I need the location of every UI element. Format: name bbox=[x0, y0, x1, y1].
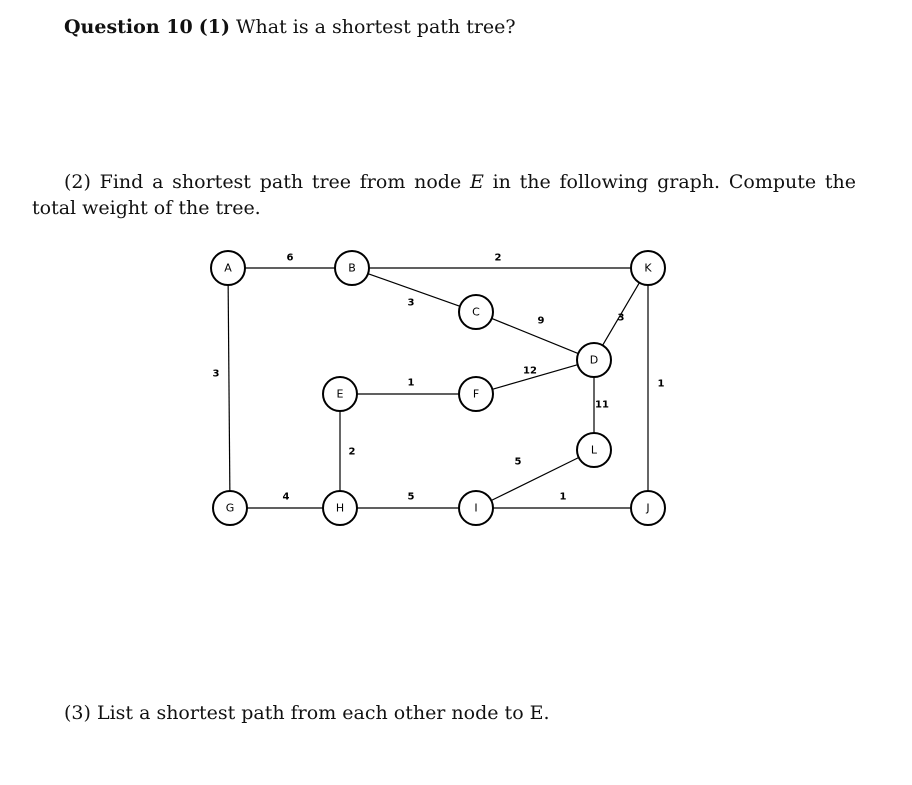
part1-number: (1) bbox=[198, 16, 230, 38]
weight-label-f-d: 12 bbox=[523, 365, 537, 377]
node-label: J bbox=[646, 501, 650, 515]
weight-label-d-k: 3 bbox=[617, 312, 625, 324]
question-number: Question 10 bbox=[64, 16, 193, 38]
node-label: L bbox=[590, 443, 598, 457]
node-a bbox=[211, 251, 245, 285]
node-g bbox=[213, 491, 247, 525]
edge-c-d bbox=[492, 315, 579, 353]
node-label: A bbox=[224, 261, 232, 275]
weight-label-a-g: 3 bbox=[212, 368, 220, 380]
edge-a-g bbox=[228, 285, 230, 491]
part1-text: What is a shortest path tree? bbox=[235, 16, 516, 38]
node-e bbox=[323, 377, 357, 411]
weight-label-c-d: 9 bbox=[537, 315, 545, 327]
weight-label-e-f: 1 bbox=[407, 377, 415, 389]
weight-label-b-k: 2 bbox=[494, 252, 502, 264]
node-label: D bbox=[589, 353, 599, 367]
node-j bbox=[631, 491, 665, 525]
weight-label-d-l: 11 bbox=[595, 399, 609, 411]
node-c bbox=[459, 295, 493, 329]
weight-label-e-h: 2 bbox=[348, 446, 356, 458]
graph-nodes bbox=[211, 251, 665, 525]
node-label: F bbox=[472, 387, 480, 401]
graph-edges bbox=[228, 268, 648, 508]
node-d bbox=[577, 343, 611, 377]
node-l bbox=[577, 433, 611, 467]
node-i bbox=[459, 491, 493, 525]
part2-text-after: in the following graph. Compute the total weight of the tree. bbox=[32, 171, 856, 219]
weight-label-b-c: 3 bbox=[407, 297, 415, 309]
node-f bbox=[459, 377, 493, 411]
weight-label-k-j: 1 bbox=[657, 378, 665, 390]
weight-label-g-h: 4 bbox=[282, 491, 290, 503]
part2-node: E bbox=[469, 171, 484, 193]
part3-text: (3) List a shortest path from each other node to E. bbox=[64, 702, 550, 724]
weight-label-i-j: 1 bbox=[559, 491, 567, 503]
part2-text-before: (2) Find a shortest path tree from node bbox=[64, 171, 470, 193]
node-h bbox=[323, 491, 357, 525]
node-label: E bbox=[336, 387, 344, 401]
weight-label-l-i: 5 bbox=[514, 456, 522, 468]
node-label: H bbox=[335, 501, 345, 515]
node-label: B bbox=[348, 261, 356, 275]
node-label: K bbox=[644, 261, 652, 275]
weight-label-a-b: 6 bbox=[286, 252, 294, 264]
node-label: G bbox=[225, 501, 235, 515]
weight-label-h-i: 5 bbox=[407, 491, 415, 503]
node-b bbox=[335, 251, 369, 285]
node-label: C bbox=[472, 305, 480, 319]
node-label: I bbox=[474, 501, 478, 515]
node-k bbox=[631, 251, 665, 285]
